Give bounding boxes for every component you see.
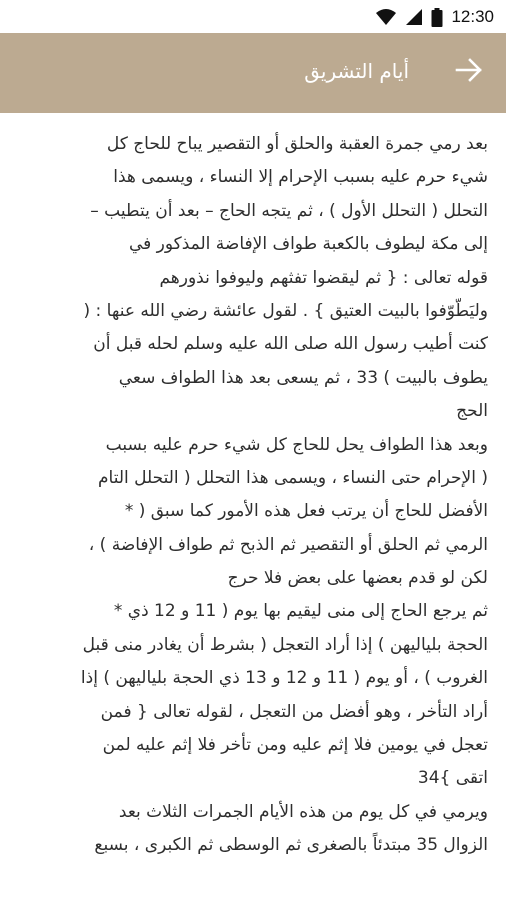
app-bar [0,33,506,113]
text-line: الأفضل للحاج أن يرتب فعل هذه الأمور كما سبق ( * [124,501,488,522]
battery-icon [431,8,443,27]
back-button[interactable] [452,55,486,89]
text-line: قوله تعالى : { ثم ليقضوا تفثهم وليوفوا نذورهم [159,267,488,288]
wifi-icon [375,8,397,26]
text-line: الرمي ثم الحلق أو التقصير ثم الذبح ثم طواف الإفاضة ) ، [88,534,488,555]
text-line: شيء حرم عليه بسبب الإحرام إلا النساء ، ويسمى هذا [113,167,488,188]
text-line: لكن لو قدم بعضها على بعض فلا حرج [227,568,488,589]
cellular-signal-icon [405,8,423,26]
text-line: كنت أطيب رسول الله صلى الله عليه وسلم لحله قبل أن [93,334,488,355]
text-line: الحج [456,401,488,422]
status-icons [375,6,494,28]
text-line: الحجة بلياليهن ) إذا أراد التعجل ( بشرط أن يغادر منى قبل [82,634,488,655]
text-line: ( الإحرام حتى النساء ، ويسمى هذا التحلل ( التحلل التام [98,467,488,488]
text-line: بعد رمي جمرة العقبة والحلق أو التقصير يباح للحاج كل [106,134,488,154]
text-line: وبعد هذا الطواف يحل للحاج كل شيء حرم عليه بسبب [105,434,488,455]
text-line: اتقى }34 [417,768,488,789]
text-line: الزوال 35 مبتدئاً بالصغرى ثم الوسطى ثم الكبرى ، بسبع [94,835,488,856]
text-line: التحلل ( التحلل الأول ) ، ثم يتجه الحاج – بعد أن يتطيب – [90,200,488,221]
arrow-right-icon [455,58,483,86]
text-line: الغروب ) ، أو يوم ( 11 و 12 و 13 ذي الحجة بلياليهن ) إذا [80,668,488,689]
text-line: ويرمي في كل يوم من هذه الأيام الجمرات الثلاث بعد [118,801,488,822]
text-line: أراد التأخر ، وهو أفضل من التعجل ، لقوله تعالى { فمن [100,701,488,722]
article-text [18,128,488,863]
status-bar [0,0,506,33]
text-line: إلى مكة ليطوف بالكعبة طواف الإفاضة المذكور في [128,234,488,255]
text-line: وليَطّوّفوا بالبيت العتيق } . لقول عائشة رضي الله عنها : ( [83,300,488,321]
text-line: تعجل في يومين فلا إثم عليه ومن تأخر فلا إثم عليه لمن [102,735,488,756]
text-line: ثم يرجع الحاج إلى منى ليقيم بها يوم ( 11 و 12 ذي * [113,601,488,622]
status-time: 12:30 [451,7,494,26]
text-line: يطوف بالبيت ) 33 ، ثم يسعى بعد هذا الطواف سعي [118,367,488,388]
page-title: أيام التشريق [304,59,409,83]
